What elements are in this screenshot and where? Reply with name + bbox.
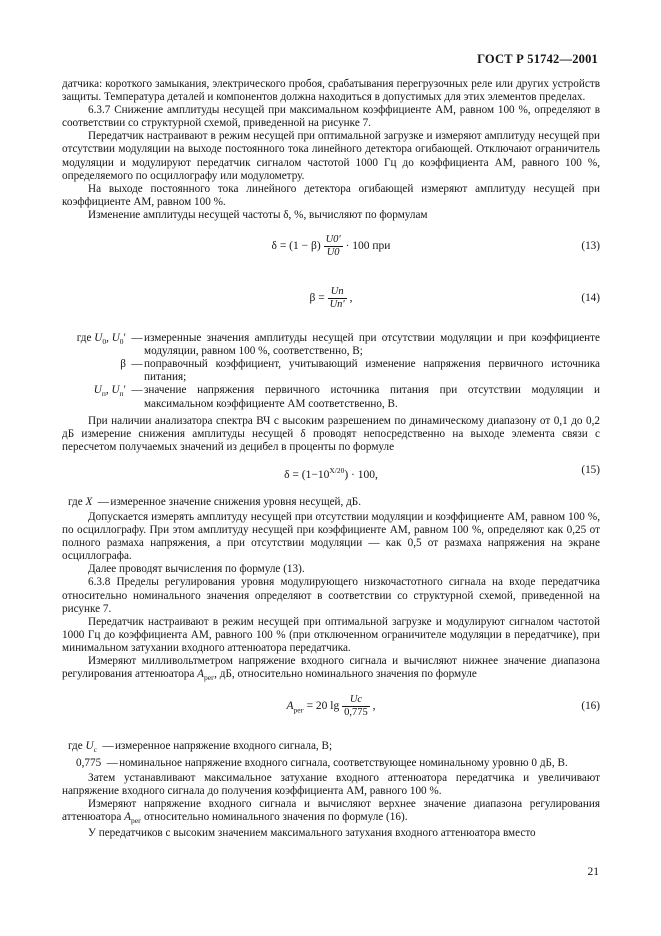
standard-header: ГОСТ Р 51742—2001: [477, 52, 598, 66]
paragraph: Измеряют напряжение входного сигнала и вычисляют верхнее значение диапазона регулирования аттенюатора $A_{рег}$ относительно номинального значения по формуле (16).: [62, 798, 600, 826]
paragraph: При наличии анализатора спектра ВЧ с высоким разрешением по динамическому диапазону от 0,1 до 0,2 дБ измерение снижения амплитуды несущей δ проводят непосредственно на выходе элемента связи с пересчетом получаемых значений из децибел в проценты по формуле: [62, 414, 600, 453]
definition: 0,775 — номинальное напряжение входного сигнала, соответствующее номинальному уровню 0 дБ, В.: [76, 756, 568, 769]
formula-13: δ = (1 − β) $\frac{U0'}{U0}$ · 100 при (13): [271, 234, 600, 259]
definition: где $U_с$ — измеренное напряжение входного сигнала, В;: [68, 740, 333, 755]
formula-number: (14): [581, 292, 600, 305]
paragraph: датчика: короткого замыкания, электрического пробоя, срабатывания перегрузочных реле или других устройств защиты. Температура деталей и компонентов должна находиться в допустимых для этих элементов пределах.: [62, 78, 600, 104]
paragraph: Измеряют милливольтметром напряжение входного сигнала и вычисляют нижнее значение диапазона регулирования аттенюатора $A_{рег}$, дБ, относительно номинального значения по формуле: [62, 655, 600, 683]
paragraph: Передатчик настраивают в режим несущей при оптимальной загрузке и измеряют амплитуду несущей при отсутствии модуляции на выходе постоянного тока линейного детектора огибающей. Отключают ограничитель модуляции и модулируют передатчик сигналом частотой 1000 Гц до коэффициента АМ, равного 100 %, определяемого по осциллографу или модулометру.: [62, 130, 600, 182]
paragraph: У передатчиков с высоким значением максимального затухания входного аттенюатора вместо: [88, 827, 536, 840]
formula-14: β = $\frac{Uп}{Uп'}$ , (14): [309, 286, 600, 311]
definitions-list: [62, 332, 600, 411]
formula-15: $\delta = (1-10^{X/20}) \cdot 100$, (15): [284, 463, 600, 481]
paragraph: Допускается измерять амплитуду несущей при отсутствии модуляции и коэффициенте АМ, равном 100 %, по осциллографу. При этом амплитуду несущей при коэффициенте АМ, равном 100 %, определяют как 0,25 от полного размаха напряжения, а при отсутствии модуляции — как 0,5 от размаха напряжения на экране осциллографа.: [62, 510, 600, 563]
paragraph: Изменение амплитуды несущей частоты δ, %, вычисляют по формулам: [88, 208, 428, 221]
paragraph: Передатчик настраивают в режим несущей при оптимальной загрузке и модулируют сигналом частотой 1000 Гц до коэффициента АМ, равного 100 % (при отключенном ограничителе модуляции в передатчике), при минимальном затухании входного аттенюатора передатчика.: [62, 615, 600, 654]
formula-number: (16): [581, 700, 600, 713]
paragraph: 6.3.8 Пределы регулирования уровня модулирующего низкочастотного сигнала на входе передатчика относительно номинального значения определяют в соответствии со структурной схемой, приведенной на рисунке 7.: [62, 576, 600, 615]
formula-number: (15): [581, 463, 600, 476]
paragraph: На выходе постоянного тока линейного детектора огибающей измеряют амплитуду несущей при коэффициенте АМ, равном 100 %.: [62, 182, 600, 208]
formula-number: (13): [581, 240, 600, 253]
paragraph: 6.3.7 Снижение амплитуды несущей при максимальном коэффициенте АМ, равном 100 %, определяют в соответствии со структурной схемой, приведенной на рисунке 7.: [62, 104, 600, 130]
page-number: 21: [587, 866, 599, 878]
definition: $U_п$, $U_п'$ — значение напряжения первичного источника питания при отсутствии модуляции и максимальном коэффициенте АМ соответственно, В.: [93, 384, 600, 410]
formula-16: $A_{рег} = 20$ lg $\frac{Uс}{0,775}$ , (16): [286, 694, 600, 719]
definition: β — поправочный коэффициент, учитывающий изменение напряжения первичного источника питания;: [120, 358, 600, 384]
definition: где X — измеренное значение снижения уровня несущей, дБ.: [68, 495, 362, 508]
definition: где $U_0$, $U_0'$ — измеренные значения амплитуды несущей при отсутствии модуляции и при коэффициенте модуляции, равном 100 %, соответственно, В;: [76, 332, 600, 358]
paragraph: Затем устанавливают максимальное затухание входного аттенюатора передатчика и увеличивают напряжение входного сигнала до получения коэффициента АМ, равного 100 %.: [62, 771, 600, 797]
document-body: [62, 78, 600, 841]
paragraph: Далее проводят вычисления по формуле (13).: [88, 563, 305, 576]
